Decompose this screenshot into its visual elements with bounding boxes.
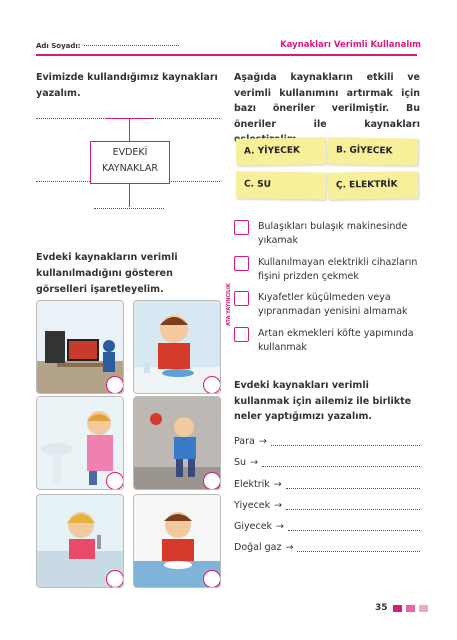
picture-girl-tap <box>36 494 124 588</box>
page-title: Kaynakları Verimli Kullanalım <box>280 40 421 50</box>
publisher-label: ATA YAYINCILIK <box>226 283 232 326</box>
fill-row-natural-gas <box>234 542 420 554</box>
suggestion-item <box>234 291 420 319</box>
mark-circle[interactable] <box>106 376 124 394</box>
right-question-1: Aşağıda kaynakların etkili ve verimli kullanımını artırmak için bazı öneriler verilmiştir. Bu öneriler ile kaynakları <box>234 72 420 130</box>
suggestion-text: Bulaşıkları bulaşık makinesinde yıkamak <box>258 221 408 246</box>
fill-label: Su <box>234 457 247 468</box>
card-electricity: Ç. ELEKTRİK <box>328 171 418 200</box>
mark-circle[interactable] <box>106 472 124 490</box>
footer-square-icon <box>406 605 415 612</box>
picture-boy-meal <box>133 494 221 588</box>
fill-label: Giyecek <box>234 521 273 532</box>
center-box-line2: KAYNAKLAR <box>101 163 159 174</box>
card-clothing: B. GİYECEK <box>328 137 418 166</box>
card-food: A. YİYECEK <box>236 137 326 166</box>
suggestion-item <box>234 220 420 248</box>
answer-checkbox[interactable] <box>234 256 249 271</box>
center-box-line1: EVDEKİ <box>112 147 148 158</box>
name-field <box>36 42 179 50</box>
picture-hand-washing <box>36 396 124 490</box>
answer-line-bottom-center[interactable] <box>94 208 164 209</box>
suggestion-item <box>234 256 420 284</box>
header-divider <box>36 54 417 56</box>
fill-row-water <box>234 457 420 469</box>
page-number: 35 <box>375 603 388 613</box>
fill-blank[interactable] <box>262 466 420 467</box>
answer-line-top-right[interactable] <box>152 118 220 119</box>
arrow-icon: → <box>258 436 267 447</box>
right-question-2: Evdeki kaynakları verimli kullanmak için ailemiz ile birlikte neler yaptığımızı yazalım. <box>234 380 412 422</box>
fill-blank[interactable] <box>297 551 420 552</box>
fill-label: Doğal gaz <box>234 542 282 553</box>
fill-label: Yiyecek <box>234 500 271 511</box>
fill-blank[interactable] <box>286 509 420 510</box>
name-blank[interactable] <box>84 45 179 46</box>
suggestion-text: Artan ekmekleri köfte yapımında kullanmak <box>258 328 414 353</box>
arrow-icon: → <box>250 457 259 468</box>
mark-circle[interactable] <box>203 376 221 394</box>
suggestion-text: Kıyafetler küçülmeden veya yıpranmadan yenisini almamak <box>258 292 408 317</box>
connector <box>129 118 130 141</box>
center-box <box>90 141 170 184</box>
fill-blank[interactable] <box>271 445 420 446</box>
fill-blank[interactable] <box>286 488 420 489</box>
mark-circle[interactable] <box>203 472 221 490</box>
fill-blank[interactable] <box>288 530 420 531</box>
footer-square-icon <box>419 605 428 612</box>
answer-checkbox[interactable] <box>234 291 249 306</box>
suggestion-text: Kullanılmayan elektrikli cihazların fişini prizden çekmek <box>258 257 418 282</box>
card-water: C. SU <box>236 171 326 200</box>
fill-row-electricity <box>234 479 420 491</box>
picture-boy-ball <box>133 396 221 490</box>
left-question-2: Evdeki kaynakların verimli kullanılmadığını gösteren görselleri işaretleyelim. <box>36 252 178 295</box>
arrow-icon: → <box>285 542 294 553</box>
name-label: Adı Soyadı: <box>36 42 81 50</box>
fill-row-clothing <box>234 521 420 533</box>
arrow-icon: → <box>276 521 285 532</box>
fill-label: Elektrik <box>234 479 270 490</box>
answer-checkbox[interactable] <box>234 327 249 342</box>
connector <box>129 181 130 207</box>
fill-label: Para <box>234 436 255 447</box>
arrow-icon: → <box>274 500 283 511</box>
mark-circle[interactable] <box>106 570 124 588</box>
mark-circle[interactable] <box>203 570 221 588</box>
fill-row-food <box>234 500 420 512</box>
connector <box>106 118 152 119</box>
suggestion-item <box>234 327 420 355</box>
picture-boy-eating <box>133 300 221 394</box>
fill-row-money <box>234 436 420 448</box>
answer-checkbox[interactable] <box>234 220 249 235</box>
arrow-icon: → <box>273 479 282 490</box>
picture-computer <box>36 300 124 394</box>
footer-square-icon <box>393 605 402 612</box>
answer-line-top-left[interactable] <box>36 118 106 119</box>
left-question-1: Evimizde kullandığımız kaynakları yazalım. <box>36 72 218 99</box>
